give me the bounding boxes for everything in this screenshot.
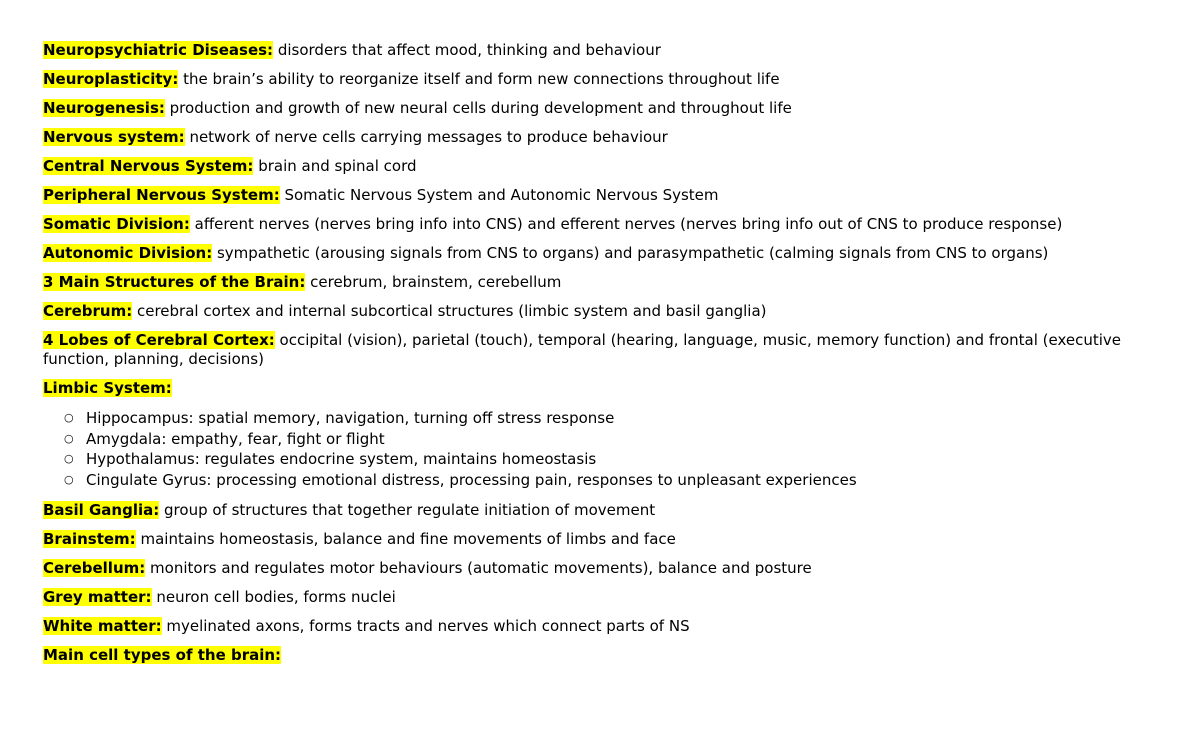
- hollow-circle-bullet-icon: ○: [64, 431, 74, 445]
- entry-neuropsychiatric-diseases: [43, 41, 1160, 60]
- definition: production and growth of new neural cells during development and throughout life: [169, 99, 792, 117]
- definition: sympathetic (arousing signals from CNS to organs) and parasympathetic (calming signals from CNS to organs): [216, 244, 1049, 262]
- limbic-system-list: [43, 408, 1160, 490]
- term: Central Nervous System:: [43, 157, 254, 175]
- entry-white-matter: [43, 617, 1160, 636]
- term: Cerebellum:: [43, 559, 146, 577]
- entry-basil-ganglia: [43, 501, 1160, 520]
- entry-main-cell-types: [43, 646, 1160, 665]
- list-item: [43, 408, 1160, 429]
- entry-central-nervous-system: [43, 157, 1160, 176]
- definition: neuron cell bodies, forms nuclei: [156, 588, 396, 606]
- term: Limbic System:: [43, 379, 172, 397]
- definition: occipital (vision), parietal (touch), temporal (hearing, language, music, memory function) and frontal (executive function, planning, decisions): [43, 331, 1122, 368]
- entry-autonomic-division: [43, 244, 1160, 263]
- entry-grey-matter: [43, 588, 1160, 607]
- definition: myelinated axons, forms tracts and nerves which connect parts of NS: [166, 617, 690, 635]
- entry-somatic-division: [43, 215, 1160, 234]
- term: 3 Main Structures of the Brain:: [43, 273, 306, 291]
- list-item: [43, 449, 1160, 470]
- definition: monitors and regulates motor behaviours (automatic movements), balance and posture: [150, 559, 812, 577]
- entry-limbic-system: [43, 379, 1160, 398]
- term: Neuropsychiatric Diseases:: [43, 41, 274, 59]
- term: Brainstem:: [43, 530, 136, 548]
- list-item: [43, 429, 1160, 450]
- hollow-circle-bullet-icon: ○: [64, 472, 74, 486]
- entry-lobes-of-cerebral-cortex: [43, 331, 1160, 369]
- entry-neuroplasticity: [43, 70, 1160, 89]
- definition: the brain’s ability to reorganize itself and form new connections throughout life: [183, 70, 780, 88]
- definition: maintains homeostasis, balance and fine movements of limbs and face: [140, 530, 676, 548]
- term: White matter:: [43, 617, 162, 635]
- term: 4 Lobes of Cerebral Cortex:: [43, 331, 275, 349]
- entry-main-structures-of-brain: [43, 273, 1160, 292]
- term: Neurogenesis:: [43, 99, 165, 117]
- entry-brainstem: [43, 530, 1160, 549]
- definition: disorders that affect mood, thinking and behaviour: [277, 41, 661, 59]
- definition: brain and spinal cord: [258, 157, 417, 175]
- list-item-text: Amygdala: empathy, fear, fight or flight: [86, 429, 385, 448]
- list-item-text: Hypothalamus: regulates endocrine system, maintains homeostasis: [86, 450, 597, 468]
- term: Autonomic Division:: [43, 244, 213, 262]
- definition: afferent nerves (nerves bring info into CNS) and efferent nerves (nerves bring info out of CNS to produce response): [194, 215, 1063, 233]
- list-item: [43, 470, 1160, 491]
- term: Somatic Division:: [43, 215, 190, 233]
- term: Basil Ganglia:: [43, 501, 160, 519]
- definition: network of nerve cells carrying messages to produce behaviour: [189, 128, 668, 146]
- definition: cerebral cortex and internal subcortical structures (limbic system and basil ganglia): [136, 302, 767, 320]
- term: Main cell types of the brain:: [43, 646, 282, 664]
- list-item-text: Cingulate Gyrus: processing emotional distress, processing pain, responses to unpleasant experiences: [86, 470, 857, 489]
- definition: Somatic Nervous System and Autonomic Nervous System: [284, 186, 719, 204]
- term: Peripheral Nervous System:: [43, 186, 280, 204]
- term: Cerebrum:: [43, 302, 133, 320]
- term: Grey matter:: [43, 588, 152, 606]
- entry-peripheral-nervous-system: [43, 186, 1160, 205]
- definition: cerebrum, brainstem, cerebellum: [310, 273, 562, 291]
- entry-cerebellum: [43, 559, 1160, 578]
- definition: group of structures that together regulate initiation of movement: [164, 501, 656, 519]
- hollow-circle-bullet-icon: ○: [64, 452, 74, 465]
- entry-cerebrum: [43, 302, 1160, 321]
- hollow-circle-bullet-icon: ○: [64, 411, 74, 424]
- term: Nervous system:: [43, 128, 185, 146]
- entry-nervous-system: [43, 128, 1160, 147]
- entry-neurogenesis: [43, 99, 1160, 118]
- list-item-text: Hippocampus: spatial memory, navigation, turning off stress response: [86, 409, 615, 427]
- term: Neuroplasticity:: [43, 70, 179, 88]
